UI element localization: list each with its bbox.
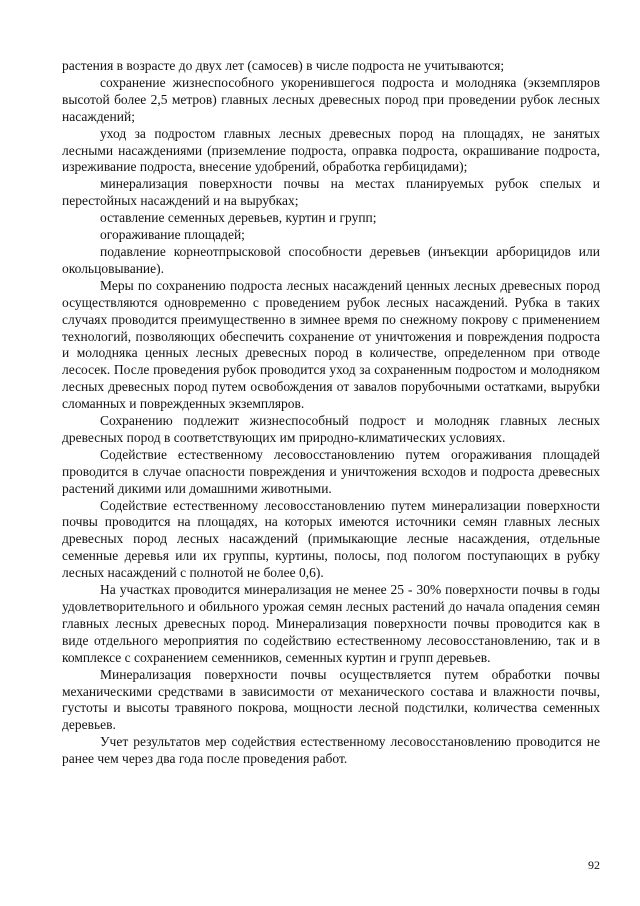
paragraph-5: оставление семенных деревьев, куртин и групп;	[100, 210, 377, 226]
paragraph-10: Содействие естественному лесовосстановлению путем огораживания площадей проводится в случае опасности повреждения и уничтожения всходов и подроста древесных растений дикими или домашними животными.	[62, 446, 600, 496]
paragraph-6: огораживание площадей;	[100, 227, 245, 243]
paragraph-14: Учет результатов мер содействия естественному лесовосстановлению проводится не ранее чем через два года после проведения работ.	[62, 734, 600, 767]
document-body	[62, 58, 600, 768]
paragraph-13: Минерализация поверхности почвы осуществляется путем обработки почвы механическими средствами в зависимости от механического состава и влажности почвы, густоты и высоты травяного покрова, мощности лесной подстилки, количества семенных деревьев.	[62, 666, 600, 733]
paragraph-9: Сохранению подлежит жизнеспособный подрост и молодняк главных лесных древесных пород в соответствующих им природно-климатических условиях.	[62, 413, 600, 445]
paragraph-2: сохранение жизнеспособного укоренившегося подроста и молодняка (экземпляров высотой более 2,5 метров) главных лесных древесных пород при проведении рубок лесных насаждений;	[62, 74, 600, 124]
paragraph-4: минерализация поверхности почвы на местах планируемых рубок спелых и перестойных насаждений и на вырубках;	[62, 176, 600, 209]
paragraph-12: На участках проводится минерализация не менее 25 - 30% поверхности почвы в годы удовлетворительного и обильного урожая семян лесных растений до начала опадения семян главных лесных древесных пород. Минерализация поверхности почвы проводится как в виде отдельного мероприятия по содействию естественному лесовосстановлению, так и в комплексе с сохранением семенников, семенных куртин и групп деревьев.	[62, 582, 600, 665]
paragraph-11: Содействие естественному лесовосстановлению путем минерализации поверхности почвы проводится на площадях, на которых имеются источники семян главных лесных древесных пород лесных насаждений (примыкающие лесные насаждения, отдельные семенные деревья или их группы, куртины, полосы, под пологом поступающих в рубку лесных насаждений с полнотой не более 0,6).	[62, 497, 600, 581]
paragraph-7: подавление корнеотпрысковой способности деревьев (инъекции арборицидов или окольцовывание).	[62, 243, 600, 276]
paragraph-3: уход за подростом главных лесных древесных пород на площадях, не занятых лесными насаждениями (приземление подроста, оправка подроста, окрашивание подроста, изреживание подроста, внесение удобрений, обработка гербицидами);	[62, 125, 600, 175]
page-number: 92	[588, 858, 600, 872]
paragraph-1: растения в возрасте до двух лет (самосев) в числе подроста не учитываются;	[62, 58, 505, 73]
paragraph-8: Меры по сохранению подроста лесных насаждений ценных лесных древесных пород осуществляются одновременно с проведением рубок лесных насаждений. Рубка в таких случаях проводится преимущественно в зимнее время по снежному покрову с применением технологий, позволяющих обеспечить сохранение от уничтожения и повреждения подроста и молодняка ценных лесных древесных пород в количестве, определенном при отводе лесосек. После проведения рубок проводится уход за сохраненным подростом и молодняком лесных древесных пород путем освобождения от завалов порубочными остатками, вырубки сломанных и поврежденных экземпляров.	[62, 277, 600, 412]
